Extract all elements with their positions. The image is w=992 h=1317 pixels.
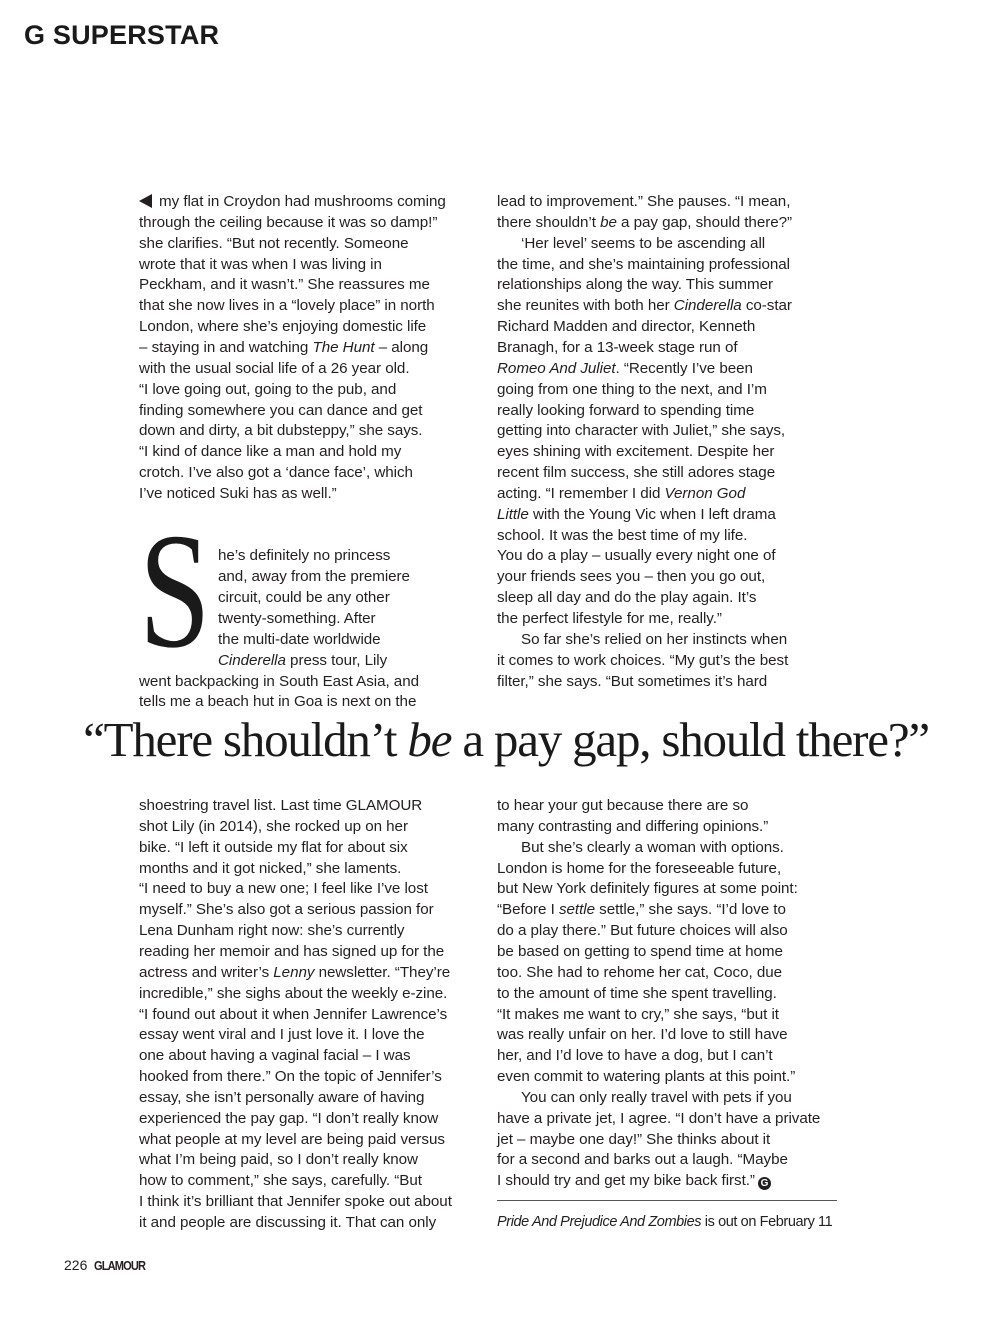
line-text: But she’s clearly a woman with options.: [521, 838, 784, 856]
line-text: she clarifies. “But not recently. Someone: [139, 234, 409, 252]
line-text: acting. “I remember I did: [497, 484, 665, 502]
line-text: one about having a vaginal facial – I was: [139, 1047, 411, 1065]
text-line: [139, 1087, 424, 1108]
line-text: for a second and barks out a laugh. “Maybe: [497, 1151, 788, 1169]
text-line: [521, 1087, 792, 1108]
text-line: [139, 358, 410, 379]
text-line: [497, 878, 798, 899]
line-text: settle,” she says. “I’d love to: [594, 901, 786, 919]
line-text: down and dirty, a bit dubsteppy,” she says.: [139, 422, 423, 440]
text-line: [139, 1191, 452, 1212]
line-text: be based on getting to spend time at home: [497, 942, 783, 960]
line-text: . “Recently I’ve been: [615, 359, 753, 377]
text-line: [139, 1066, 442, 1087]
line-text: finding somewhere you can dance and get: [139, 401, 423, 419]
italic-title: be: [600, 213, 617, 231]
text-line: [139, 337, 428, 358]
text-line: [139, 1108, 438, 1129]
line-text: essay, she isn’t personally aware of having: [139, 1088, 425, 1106]
text-line: [497, 1108, 820, 1129]
text-line: [139, 400, 422, 421]
text-line: [139, 254, 382, 275]
line-text: the perfect lifestyle for me, really.”: [497, 610, 722, 627]
line-text: months and it got nicked,” she laments.: [139, 859, 402, 877]
line-text: going from one thing to the next, and I’m: [497, 380, 767, 398]
line-text: do a play there.” But future choices will also: [497, 922, 788, 940]
text-line: [497, 920, 788, 941]
text-line: [139, 379, 396, 400]
line-text: Branagh, for a 13-week stage run of: [497, 338, 738, 356]
pull-quote-italic: be: [407, 712, 452, 767]
text-line: [139, 1212, 436, 1233]
line-text: actress and writer’s: [139, 963, 274, 981]
line-text: recent film success, she still adores stage: [497, 464, 776, 482]
caption-text: is out on February 11: [701, 1214, 833, 1230]
text-line: [497, 1024, 788, 1045]
text-line: [139, 316, 426, 337]
italic-title: Lenny: [273, 963, 315, 981]
text-line: [218, 629, 381, 650]
text-line: [497, 899, 786, 920]
magazine-logo: GLAMOUR: [94, 1258, 146, 1273]
italic-title: The Hunt: [312, 338, 375, 356]
line-text: getting into character with Juliet,” she says,: [497, 422, 786, 440]
text-line: [139, 962, 450, 983]
text-line: [218, 608, 376, 629]
line-text: my flat in Croydon had mushrooms coming: [159, 193, 446, 210]
line-text: myself.” She’s also got a serious passion for: [139, 901, 434, 919]
text-line: [497, 337, 738, 358]
text-line: [139, 274, 430, 295]
line-text: twenty-something. After: [218, 610, 376, 627]
text-line: [218, 566, 410, 587]
line-text: but New York definitely figures at some point:: [497, 880, 798, 898]
text-line: [139, 899, 434, 920]
line-text: hooked from there.” On the topic of Jennifer’s: [139, 1068, 442, 1086]
text-line: [497, 1129, 770, 1150]
text-line: [139, 878, 428, 899]
text-line: [139, 1004, 447, 1025]
line-text: “Before I: [497, 901, 559, 919]
text-line: [497, 254, 790, 275]
end-mark-icon: G: [758, 1177, 771, 1190]
caption-divider: [497, 1200, 837, 1201]
text-line: [139, 233, 409, 254]
text-line: [139, 941, 444, 962]
line-text: “I love going out, going to the pub, and: [139, 380, 397, 398]
line-text: ‘Her level’ seems to be ascending all: [521, 234, 766, 252]
line-text: incredible,” she sighs about the weekly e-zine.: [139, 984, 448, 1002]
text-line: [497, 816, 768, 837]
line-text: Richard Madden and director, Kenneth: [497, 318, 756, 336]
line-text: co-star: [741, 297, 792, 315]
line-text: essay went viral and I just love it. I love the: [139, 1026, 425, 1044]
text-line: [497, 1066, 795, 1087]
text-line: [497, 504, 776, 525]
line-text: jet – maybe one day!” She thinks about it: [497, 1130, 771, 1148]
text-line: [497, 274, 773, 295]
line-text: reading her memoir and has signed up for the: [139, 942, 445, 960]
text-line: [497, 1149, 788, 1170]
text-line: [521, 233, 765, 254]
text-line: [497, 545, 776, 566]
text-line: [497, 191, 790, 212]
text-line: [497, 379, 767, 400]
text-line: [497, 795, 748, 816]
line-text: went backpacking in South East Asia, and: [139, 672, 419, 690]
text-line: [497, 983, 777, 1004]
pull-quote: [0, 708, 992, 772]
line-text: the time, and she’s maintaining professional: [497, 255, 791, 273]
line-text: lead to improvement.” She pauses. “I mean,: [497, 193, 791, 210]
line-text: with the Young Vic when I left drama: [528, 505, 776, 523]
text-line: [497, 212, 792, 233]
line-text: too. She had to rehome her cat, Coco, due: [497, 963, 783, 981]
line-text: and, away from the premiere: [218, 568, 410, 586]
text-line: [139, 441, 401, 462]
italic-title: Little: [497, 505, 529, 523]
pull-quote-after: a pay gap, should there?”: [451, 712, 929, 767]
text-line: [139, 816, 408, 837]
text-line: [521, 629, 787, 650]
text-line: [521, 837, 784, 858]
line-text: the multi-date worldwide: [218, 630, 381, 648]
text-line: [139, 858, 401, 879]
text-line: [139, 983, 447, 1004]
line-text: your friends sees you – then you go out,: [497, 568, 766, 586]
italic-title: Vernon God: [664, 484, 746, 502]
text-line: [139, 1129, 445, 1150]
text-line: [139, 191, 446, 212]
line-text: school. It was the best time of my life.: [497, 526, 748, 544]
line-text: to hear your gut because there are so: [497, 797, 749, 814]
text-line: [218, 545, 390, 566]
line-text: with the usual social life of a 26 year old.: [139, 359, 410, 377]
text-line: [497, 671, 767, 692]
drop-cap: S: [139, 499, 211, 682]
text-line: [497, 420, 785, 441]
text-line: [497, 1004, 779, 1025]
line-text: how to comment,” she says, carefully. “But: [139, 1172, 422, 1190]
line-text: it and people are discussing it. That can only: [139, 1214, 437, 1231]
pull-quote-before: “There shouldn’t: [83, 712, 408, 767]
text-line: [218, 650, 387, 671]
text-line: [497, 358, 753, 379]
line-text: circuit, could be any other: [218, 589, 390, 607]
text-line: [139, 795, 422, 816]
text-line: [139, 1024, 425, 1045]
line-text: relationships along the way. This summer: [497, 276, 774, 294]
text-line: [218, 587, 390, 608]
line-text: there shouldn’t: [497, 213, 601, 231]
line-text: “I need to buy a new one; I feel like I’ve lost: [139, 880, 428, 898]
text-line: [497, 462, 775, 483]
line-text: what people at my level are being paid versus: [139, 1130, 445, 1148]
line-text: she reunites with both her: [497, 297, 674, 315]
text-line: [497, 295, 792, 316]
line-text: Lena Dunham right now: she’s currently: [139, 922, 405, 940]
line-text: shoestring travel list. Last time GLAMOUR: [139, 797, 423, 814]
line-text: newsletter. “They’re: [314, 963, 451, 981]
italic-title: Cinderella: [673, 297, 742, 315]
italic-title: settle: [558, 901, 595, 919]
text-line: [497, 858, 781, 879]
line-text: I’ve noticed Suki has as well.”: [139, 484, 337, 502]
text-line: [139, 420, 422, 441]
line-text: shot Lily (in 2014), she rocked up on her: [139, 817, 408, 835]
italic-title: Cinderella: [218, 651, 286, 669]
text-line: [497, 1045, 773, 1066]
line-text: bike. “I left it outside my flat for about six: [139, 838, 408, 856]
text-line: [497, 962, 782, 983]
line-text: many contrasting and differing opinions.”: [497, 817, 769, 835]
italic-title: Romeo And Juliet: [497, 359, 616, 377]
text-line: [497, 650, 788, 671]
line-text: You can only really travel with pets if you: [521, 1088, 792, 1106]
text-line: [497, 566, 765, 587]
line-text: tells me a beach hut in Goa is next on the: [139, 693, 417, 711]
line-text: even commit to watering plants at this point.”: [497, 1068, 796, 1086]
page-number: 226: [64, 1257, 88, 1273]
text-line: [497, 525, 747, 546]
line-text: filter,” she says. “But sometimes it’s hard: [497, 672, 768, 690]
line-text: I think it’s brilliant that Jennifer spoke out about: [139, 1193, 452, 1211]
line-text: a pay gap, should there?”: [616, 213, 793, 231]
text-line: [497, 441, 774, 462]
line-text: press tour, Lily: [285, 651, 388, 669]
line-text: I should try and get my bike back first.”: [497, 1172, 755, 1190]
text-line: [139, 1170, 422, 1191]
page-footer: [64, 1256, 154, 1275]
text-line: [139, 212, 437, 233]
line-text: sleep all day and do the play again. It’s: [497, 589, 757, 607]
text-line: [139, 837, 408, 858]
text-line: [497, 587, 756, 608]
text-line: [497, 608, 722, 629]
text-line: [497, 1170, 771, 1191]
line-text: he’s definitely no princess: [218, 547, 391, 565]
line-text: eyes shining with excitement. Despite her: [497, 443, 775, 461]
text-line: [497, 483, 745, 504]
line-text: really looking forward to spending time: [497, 401, 755, 419]
line-text: London, where she’s enjoying domestic life: [139, 318, 427, 336]
text-line: [139, 920, 404, 941]
line-text: – staying in and watching: [139, 338, 313, 356]
line-text: You do a play – usually every night one of: [497, 547, 776, 565]
text-line: [139, 462, 413, 483]
section-heading: G SUPERSTAR: [24, 20, 220, 50]
line-text: experienced the pay gap. “I don’t really know: [139, 1109, 439, 1127]
line-text: that she now lives in a “lovely place” in north: [139, 297, 435, 315]
text-line: [497, 316, 755, 337]
line-text: to the amount of time she spent travelling.: [497, 984, 777, 1002]
continued-arrow-icon: [139, 194, 152, 208]
text-line: [497, 400, 754, 421]
line-text: her, and I’d love to have a dog, but I can’t: [497, 1047, 773, 1065]
line-text: what I’m being paid, so I don’t really know: [139, 1151, 418, 1169]
line-text: – along: [374, 338, 429, 356]
line-text: have a private jet, I agree. “I don’t have a private: [497, 1109, 821, 1127]
line-text: “I found out about it when Jennifer Lawrence’s: [139, 1005, 448, 1023]
line-text: “I kind of dance like a man and hold my: [139, 443, 402, 461]
line-text: crotch. I’ve also got a ‘dance face’, which: [139, 464, 413, 482]
line-text: through the ceiling because it was so damp!”: [139, 213, 438, 231]
text-line: [139, 295, 435, 316]
line-text: So far she’s relied on her instincts when: [521, 630, 788, 648]
text-line: [139, 1045, 411, 1066]
caption: [497, 1212, 832, 1233]
text-line: [497, 941, 783, 962]
line-text: “It makes me want to cry,” she says, “but it: [497, 1005, 779, 1023]
line-text: Peckham, and it wasn’t.” She reassures me: [139, 276, 430, 294]
caption-title: Pride And Prejudice And Zombies: [497, 1214, 702, 1230]
line-text: it comes to work choices. “My gut’s the best: [497, 651, 789, 669]
text-line: [139, 1149, 418, 1170]
line-text: was really unfair on her. I’d love to still have: [497, 1026, 788, 1044]
line-text: wrote that it was when I was living in: [139, 255, 382, 273]
line-text: London is home for the foreseeable future,: [497, 859, 782, 877]
